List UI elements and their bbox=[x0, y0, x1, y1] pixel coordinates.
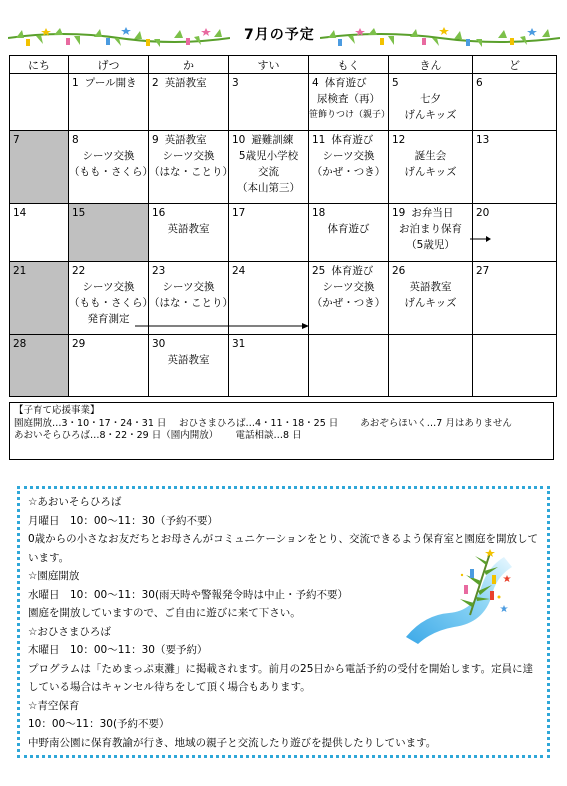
support-schedule-row: 園庭開放…3・10・17・24・31 日 おひさまひろば…4・11・18・25 日 あおぞらほいく…7 月はありません bbox=[14, 417, 512, 429]
event-label: 体育遊び bbox=[331, 134, 374, 146]
support-services-box bbox=[9, 402, 554, 460]
section-heading: ☆園庭開放 bbox=[28, 570, 80, 582]
day-number: 10 bbox=[232, 134, 246, 146]
event-label: 英語教室 bbox=[164, 77, 207, 89]
calendar-week-row bbox=[10, 74, 557, 131]
section-heading: ☆あおいそらひろば bbox=[28, 496, 122, 508]
calendar-day-cell bbox=[10, 335, 69, 397]
calendar-day-cell bbox=[309, 74, 389, 131]
event-label: 避難訓練 bbox=[251, 134, 294, 146]
event-label: 英語教室 bbox=[167, 223, 210, 235]
calendar-day-cell bbox=[473, 131, 557, 204]
day-number: 19 bbox=[392, 207, 406, 219]
day-number: 29 bbox=[72, 338, 86, 350]
day-number-line bbox=[229, 74, 308, 91]
event-label: シーツ交換 bbox=[82, 281, 135, 293]
day-number: 1 bbox=[72, 77, 79, 89]
info-text: 中野南公園に保育教諭が行き、地域の親子と交流したり遊びを提供したりしています。 bbox=[28, 736, 437, 749]
calendar-day-cell bbox=[229, 204, 309, 262]
day-number: 26 bbox=[392, 265, 406, 277]
event-label: シーツ交換 bbox=[82, 150, 135, 162]
day-number-line bbox=[69, 262, 148, 279]
calendar-day-cell bbox=[389, 131, 473, 204]
event-label: シーツ交換 bbox=[162, 150, 215, 162]
day-number: 21 bbox=[13, 265, 27, 277]
info-text: 木曜日 10：00～11：30（要予約） bbox=[28, 644, 208, 656]
day-number-line bbox=[389, 131, 472, 148]
event-label: （もも・さくら） bbox=[69, 166, 153, 178]
day-number-line bbox=[473, 262, 556, 279]
event-label: （本山第三） bbox=[237, 182, 300, 194]
calendar-day-cell bbox=[473, 204, 557, 262]
event-label: 笹飾りつけ（親子） bbox=[309, 110, 391, 120]
calendar-day-cell bbox=[309, 262, 389, 335]
calendar-day-cell bbox=[229, 74, 309, 131]
day-number-line bbox=[69, 74, 148, 91]
calendar-day-cell bbox=[229, 335, 309, 397]
day-number-line bbox=[10, 74, 68, 76]
calendar-day-cell bbox=[149, 204, 229, 262]
event-label: （もも・さくら） bbox=[69, 297, 153, 309]
day-number: 13 bbox=[476, 134, 490, 146]
event-label: 体育遊び bbox=[331, 265, 374, 277]
day-number-line bbox=[69, 131, 148, 148]
weekday-header-row bbox=[10, 56, 557, 74]
day-number-line bbox=[149, 204, 228, 221]
calendar-day-cell bbox=[389, 262, 473, 335]
day-number-line bbox=[473, 335, 556, 337]
arrow-icon bbox=[135, 322, 310, 330]
day-number-line bbox=[229, 262, 308, 279]
day-number-line bbox=[149, 262, 228, 279]
event-label: シーツ交換 bbox=[322, 281, 375, 293]
event-label: げんキッズ bbox=[404, 109, 457, 121]
event-label: シーツ交換 bbox=[162, 281, 215, 293]
day-number-line bbox=[229, 204, 308, 221]
day-number-line bbox=[309, 204, 388, 221]
weekday-header: げつ bbox=[69, 56, 149, 74]
day-number-line bbox=[10, 131, 68, 148]
event-label: （5歳児） bbox=[406, 239, 455, 251]
section-heading: ☆青空保育 bbox=[28, 699, 80, 712]
day-number-line bbox=[149, 74, 228, 91]
weekday-header: か bbox=[149, 56, 229, 74]
calendar-day-cell bbox=[149, 335, 229, 397]
calendar-day-cell bbox=[389, 335, 473, 397]
day-number: 11 bbox=[312, 134, 326, 146]
info-text: 園庭を開放していますので、ご自由に遊びに来て下さい。 bbox=[28, 607, 301, 619]
calendar-day-cell bbox=[473, 335, 557, 397]
day-number: 18 bbox=[312, 207, 326, 219]
day-number: 16 bbox=[152, 207, 166, 219]
calendar-day-cell bbox=[149, 74, 229, 131]
arrow-icon bbox=[470, 235, 492, 243]
calendar-week-row bbox=[10, 131, 557, 204]
calendar-day-cell bbox=[309, 131, 389, 204]
day-number-line bbox=[149, 131, 228, 148]
day-number-line bbox=[389, 74, 472, 91]
day-number-line bbox=[10, 204, 68, 221]
event-label: 誕生会 bbox=[414, 150, 447, 162]
weekday-header: すい bbox=[229, 56, 309, 74]
event-label: 英語教室 bbox=[164, 134, 207, 146]
event-label: 5歳児小学校 bbox=[238, 150, 299, 162]
day-number: 4 bbox=[312, 77, 319, 89]
day-number: 27 bbox=[476, 265, 490, 277]
day-number-line bbox=[10, 262, 68, 279]
calendar-day-cell bbox=[389, 204, 473, 262]
calendar-day-cell bbox=[309, 335, 389, 397]
day-number: 25 bbox=[312, 265, 326, 277]
info-text: 月曜日 10：00～11：30（予約不要） bbox=[28, 514, 218, 527]
day-number: 31 bbox=[232, 338, 246, 350]
support-heading: 【子育て応援事業】 bbox=[14, 405, 100, 416]
day-number-line bbox=[389, 262, 472, 279]
day-number-line bbox=[309, 335, 388, 337]
day-number: 5 bbox=[392, 77, 399, 89]
day-number-line bbox=[473, 74, 556, 91]
day-number: 3 bbox=[232, 77, 239, 89]
day-number: 12 bbox=[392, 134, 406, 146]
event-label: 体育遊び bbox=[324, 77, 367, 89]
event-label: （はな・ことり） bbox=[149, 166, 233, 178]
tanabata-garland-left-icon bbox=[8, 26, 230, 48]
day-number-line bbox=[229, 131, 308, 148]
day-number-line bbox=[309, 131, 388, 148]
calendar-day-cell bbox=[69, 74, 149, 131]
day-number-line bbox=[69, 204, 148, 221]
day-number: 28 bbox=[13, 338, 27, 350]
event-label: 発育測定 bbox=[87, 313, 130, 325]
event-label: げんキッズ bbox=[404, 166, 457, 178]
day-number: 9 bbox=[152, 134, 159, 146]
day-number-line bbox=[309, 74, 388, 91]
calendar-day-cell bbox=[229, 131, 309, 204]
event-label: プール開き bbox=[84, 77, 137, 89]
day-number: 23 bbox=[152, 265, 166, 277]
calendar-day-cell bbox=[149, 131, 233, 204]
day-number-line bbox=[389, 204, 472, 221]
day-number-line bbox=[309, 262, 388, 279]
event-label: 七夕 bbox=[420, 93, 441, 105]
calendar-day-cell bbox=[473, 74, 557, 131]
calendar-day-cell bbox=[309, 204, 389, 262]
event-label: 英語教室 bbox=[167, 354, 210, 366]
day-number: 20 bbox=[476, 207, 490, 219]
calendar-week-row bbox=[10, 335, 557, 397]
info-text: 0歳からの小さなお友だちとお母さんがコミュニケーションをとり、交流できるよう保育室と園庭を開放しています。 bbox=[28, 533, 539, 564]
event-label: シーツ交換 bbox=[322, 150, 375, 162]
weekday-header: にち bbox=[10, 56, 69, 74]
event-label: 英語教室 bbox=[409, 281, 452, 293]
tanabata-garland-right-icon bbox=[320, 26, 560, 48]
day-number: 2 bbox=[152, 77, 159, 89]
weekday-header: もく bbox=[309, 56, 389, 74]
event-label: 交流 bbox=[258, 166, 279, 178]
day-number: 30 bbox=[152, 338, 166, 350]
day-number: 7 bbox=[13, 134, 20, 146]
title-row bbox=[0, 22, 567, 50]
calendar-week-row bbox=[10, 204, 557, 262]
event-label: （かぜ・つき） bbox=[311, 166, 386, 178]
info-text: 10：00～11：30(予約不要） bbox=[28, 718, 170, 730]
page-title: 7月の予定 bbox=[244, 27, 315, 43]
event-label: げんキッズ bbox=[404, 297, 457, 309]
day-number: 15 bbox=[72, 207, 86, 219]
day-number: 24 bbox=[232, 265, 246, 277]
day-number-line bbox=[229, 335, 308, 352]
calendar-day-cell bbox=[10, 74, 69, 131]
calendar-day-cell bbox=[69, 204, 149, 262]
day-number-line bbox=[389, 335, 472, 337]
day-number: 22 bbox=[72, 265, 86, 277]
day-number-line bbox=[149, 335, 228, 352]
day-number: 17 bbox=[232, 207, 246, 219]
day-number: 8 bbox=[72, 134, 79, 146]
event-label: （かぜ・つき） bbox=[311, 297, 386, 309]
day-number: 14 bbox=[13, 207, 27, 219]
calendar-day-cell bbox=[10, 204, 69, 262]
weekday-header: きん bbox=[389, 56, 473, 74]
day-number: 6 bbox=[476, 77, 483, 89]
calendar-day-cell bbox=[69, 131, 153, 204]
calendar-day-cell bbox=[10, 262, 69, 335]
day-number-line bbox=[10, 335, 68, 352]
event-label: 体育遊び bbox=[327, 223, 370, 235]
day-number-line bbox=[69, 335, 148, 352]
tanabata-milky-way-illustration-icon bbox=[404, 545, 516, 645]
calendar-day-cell bbox=[69, 335, 149, 397]
info-text: 水曜日 10：00～11：30(雨天時や警報発令時は中止・予約不要） bbox=[28, 588, 349, 601]
event-label: （はな・ことり） bbox=[149, 297, 233, 309]
section-heading: ☆おひさまひろば bbox=[28, 625, 111, 638]
calendar-day-cell bbox=[389, 74, 473, 131]
event-label: お弁当日 bbox=[411, 207, 454, 219]
day-number-line bbox=[473, 204, 556, 221]
calendar-day-cell bbox=[10, 131, 69, 204]
calendar-day-cell bbox=[473, 262, 557, 335]
event-label: 尿検査（再） bbox=[317, 93, 380, 105]
event-label: お泊まり保育 bbox=[399, 223, 462, 235]
calendar-table bbox=[9, 55, 557, 397]
support-schedule-row: あおいそらひろば…8・22・29 日（園内開放） 電話相談…8 日 bbox=[14, 430, 302, 441]
info-text: プログラムは「ためまっぷ東灘」に掲載されます。前月の25日から電話予約の受付を開始します。定員に達している場合はキャンセル待ちをして頂く場合もあります。 bbox=[28, 662, 534, 693]
day-number-line bbox=[473, 131, 556, 148]
weekday-header: ど bbox=[473, 56, 557, 74]
